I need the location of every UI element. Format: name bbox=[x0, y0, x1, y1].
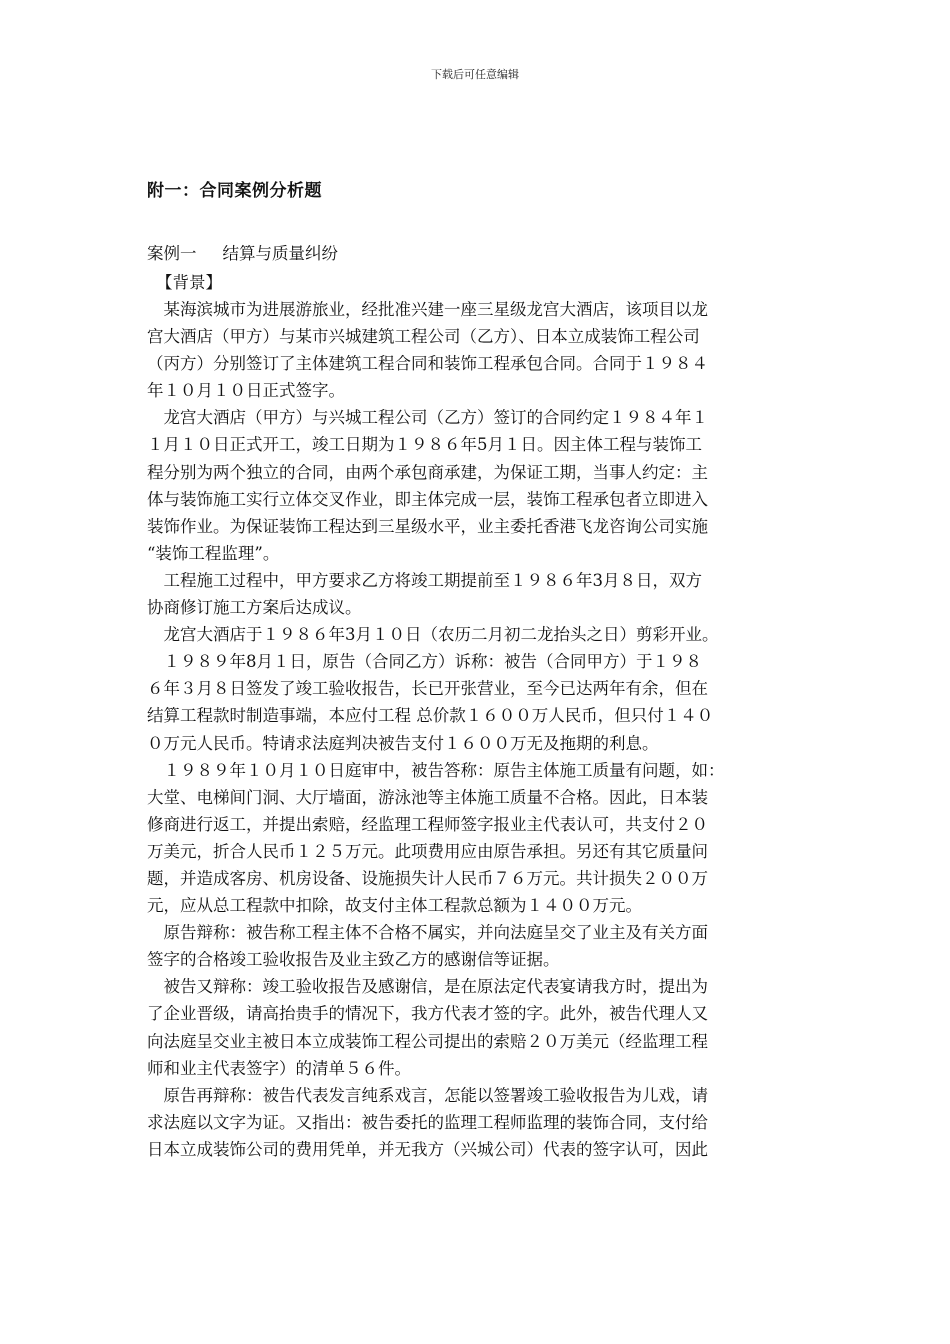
text-line: ０万元人民币。特请求法庭判决被告支付１６００万无及拖期的利息。 bbox=[147, 733, 659, 753]
text-line: 万美元，折合人民币１２５万元。此项费用应由原告承担。另还有其它质量问 bbox=[147, 841, 708, 861]
text-line: 协商修订施工方案后达成议。 bbox=[147, 598, 362, 618]
text-line: ６年３月８日签发了竣工验收报告，长已开张营业，至今已达两年有余，但在 bbox=[147, 679, 708, 699]
header-note: 下载后可任意编辑 bbox=[431, 68, 519, 81]
text-line: 求法庭以文字为证。又指出：被告委托的监理工程师监理的装饰合同，支付给 bbox=[147, 1112, 708, 1132]
text-line: 工程施工过程中，甲方要求乙方将竣工期提前至１９８６年3月８日，双方 bbox=[147, 570, 702, 590]
text-line: 被告又辩称：竣工验收报告及感谢信，是在原法定代表宴请我方时，提出为 bbox=[147, 977, 708, 997]
text-line: 修商进行返工，并提出索赔，经监理工程师签字报业主代表认可，共支付２０ bbox=[147, 814, 708, 834]
text-line: 宫大酒店（甲方）与某市兴城建筑工程公司（乙方）、日本立成装饰工程公司 bbox=[147, 327, 700, 347]
text-line: １９８９年１０月１０日庭审中，被告答称：原告主体施工质量有问题，如： bbox=[147, 760, 725, 780]
text-line: （丙方）分别签订了主体建筑工程合同和装饰工程承包合同。合同于１９８４ bbox=[147, 354, 708, 374]
text-line: 大堂、电梯间门洞、大厅墙面，游泳池等主体施工质量不合格。因此，日本装 bbox=[147, 787, 708, 807]
body-text bbox=[147, 296, 807, 1163]
text-line: 结算工程款时制造事端，本应付工程 总价款１６００万人民币，但只付１４０ bbox=[147, 706, 714, 726]
text-line: 原告再辩称：被告代表发言纯系戏言，怎能以签署竣工验收报告为儿戏，请 bbox=[147, 1085, 708, 1105]
text-line: １９８９年8月１日，原告（合同乙方）诉称：被告（合同甲方）于１９８ bbox=[147, 652, 702, 672]
text-line: 年１０月１０日正式签字。 bbox=[147, 381, 345, 401]
text-line: １月１０日正式开工，竣工日期为１９８６年5月１日。因主体工程与装饰工 bbox=[147, 435, 702, 455]
text-line: 某海滨城市为进展游旅业，经批准兴建一座三星级龙宫大酒店，该项目以龙 bbox=[147, 300, 708, 319]
case-name: 结算与质量纠纷 bbox=[222, 244, 338, 263]
text-line: 原告辩称：被告称工程主体不合格不属实，并向法庭呈交了业主及有关方面 bbox=[147, 923, 708, 943]
text-line: 龙宫大酒店于１９８６年3月１０日（农历二月初二龙抬头之日）剪彩开业。 bbox=[147, 625, 719, 645]
case-number: 案例一 bbox=[147, 244, 197, 263]
text-line: “装饰工程监理”。 bbox=[147, 543, 280, 563]
background-label: 【背景】 bbox=[156, 273, 222, 292]
text-line: 了企业晋级，请高抬贵手的情况下，我方代表才签的字。此外，被告代理人又 bbox=[147, 1004, 708, 1024]
text-line: 体与装饰施工实行立体交叉作业，即主体完成一层，装饰工程承包者立即进入 bbox=[147, 489, 708, 509]
document-title: 附一：合同案例分析题 bbox=[147, 181, 322, 201]
text-line: 程分别为两个独立的合同，由两个承包商承建，为保证工期，当事人约定：主 bbox=[147, 462, 708, 482]
text-line: 签字的合格竣工验收报告及业主致乙方的感谢信等证据。 bbox=[147, 950, 560, 970]
text-line: 题，并造成客房、机房设备、设施损失计人民币７６万元。共计损失２００万 bbox=[147, 868, 708, 888]
text-line: 元，应从总工程款中扣除，故支付主体工程款总额为１４００万元。 bbox=[147, 896, 642, 916]
text-line: 向法庭呈交业主被日本立成装饰工程公司提出的索赔２０万美元（经监理工程 bbox=[147, 1031, 708, 1051]
text-line: 龙宫大酒店（甲方）与兴城工程公司（乙方）签订的合同约定１９８４年１ bbox=[147, 408, 708, 428]
case-heading bbox=[147, 240, 338, 264]
text-line: 日本立成装饰公司的费用凭单，并无我方（兴城公司）代表的签字认可，因此 bbox=[147, 1139, 708, 1159]
text-line: 装饰作业。为保证装饰工程达到三星级水平，业主委托香港飞龙咨询公司实施 bbox=[147, 516, 708, 536]
text-line: 师和业主代表签字）的清单５６件。 bbox=[147, 1058, 411, 1078]
